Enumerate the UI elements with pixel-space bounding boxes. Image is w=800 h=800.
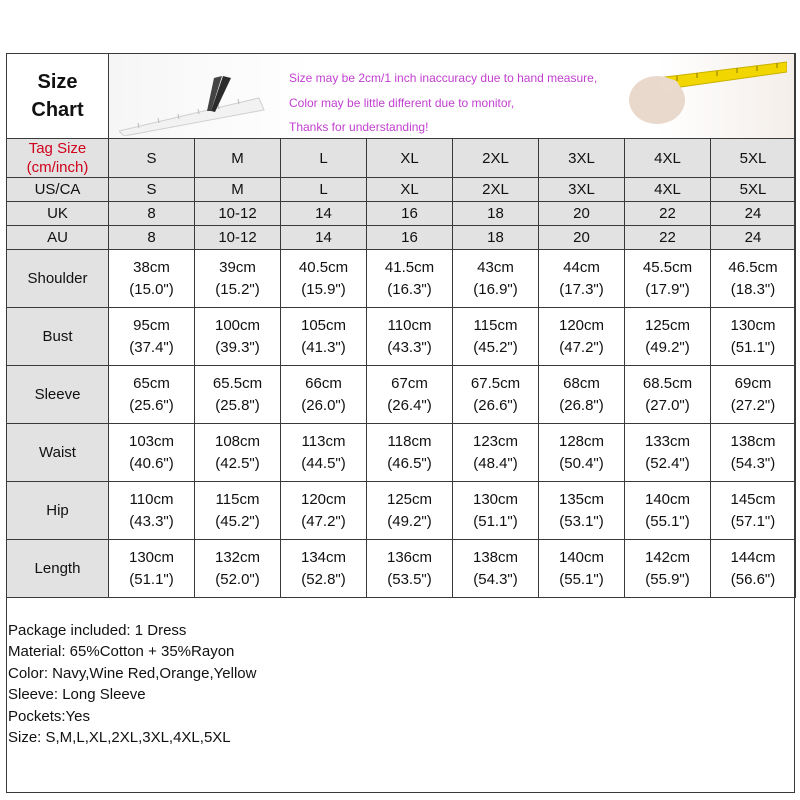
tag-size-cell: M xyxy=(195,139,281,178)
measure-inch: (56.6") xyxy=(730,570,776,588)
region-label: US/CA xyxy=(7,178,109,202)
tag-size-cell: 2XL xyxy=(453,139,539,178)
measure-inch: (16.9") xyxy=(473,280,518,298)
measure-cm: 120cm xyxy=(558,316,605,334)
measure-cm: 66cm xyxy=(305,374,342,392)
measure-inch: (47.2") xyxy=(559,338,604,356)
measure-inch: (43.3") xyxy=(129,512,174,530)
measure-inch: (49.2") xyxy=(645,338,690,356)
title-line-1: Size xyxy=(37,71,78,93)
measure-label: Hip xyxy=(7,482,109,540)
measure-cm: 120cm xyxy=(300,490,347,508)
info-material: Material: 65%Cotton + 35%Rayon xyxy=(8,643,235,661)
measure-inch: (25.6") xyxy=(129,396,174,414)
info-pockets: Pockets:Yes xyxy=(8,707,90,725)
note-thanks: Thanks for understanding! xyxy=(289,120,429,134)
info-package: Package included: 1 Dress xyxy=(8,622,187,639)
measure-cm: 130cm xyxy=(128,548,175,566)
measure-inch: (47.2") xyxy=(301,512,346,530)
region-size-cell: M xyxy=(195,178,281,202)
region-size-cell: 18 xyxy=(453,226,539,250)
measure-inch: (53.1") xyxy=(559,512,604,530)
measure-cm: 67.5cm xyxy=(470,374,521,392)
measure-inch: (27.0") xyxy=(645,396,690,414)
measure-inch: (41.3") xyxy=(301,338,346,356)
measure-inch: (57.1") xyxy=(730,512,776,530)
measure-inch: (48.4") xyxy=(473,454,518,472)
region-size-cell: 16 xyxy=(367,226,453,250)
measure-cm: 103cm xyxy=(128,432,175,450)
measure-inch: (26.4") xyxy=(387,396,432,414)
measure-inch: (52.4") xyxy=(645,454,690,472)
measure-cm: 100cm xyxy=(214,316,261,334)
measure-label: Length xyxy=(7,540,109,598)
measure-cm: 134cm xyxy=(300,548,347,566)
measure-inch: (39.3") xyxy=(215,338,260,356)
measure-inch: (17.3") xyxy=(559,280,604,298)
measure-inch: (55.1") xyxy=(645,512,690,530)
measure-inch: (55.9") xyxy=(645,570,690,588)
measure-cm: 108cm xyxy=(214,432,261,450)
region-size-cell: 22 xyxy=(625,226,711,250)
measure-cm: 41.5cm xyxy=(384,258,435,276)
region-size-cell: 8 xyxy=(109,226,195,250)
region-size-cell: 3XL xyxy=(539,178,625,202)
measure-cm: 65.5cm xyxy=(212,374,263,392)
measure-inch: (51.1") xyxy=(730,338,776,356)
measure-cm: 130cm xyxy=(472,490,519,508)
measure-inch: (54.3") xyxy=(730,454,776,472)
measure-inch: (15.0") xyxy=(129,280,174,298)
measure-cm: 142cm xyxy=(644,548,691,566)
region-size-cell: 18 xyxy=(453,202,539,226)
measure-cm: 128cm xyxy=(558,432,605,450)
region-size-cell: S xyxy=(109,178,195,202)
measure-inch: (54.3") xyxy=(473,570,518,588)
measure-inch: (52.0") xyxy=(215,570,260,588)
region-size-cell: 16 xyxy=(367,202,453,226)
region-size-cell: 20 xyxy=(539,226,625,250)
info-color: Color: Navy,Wine Red,Orange,Yellow xyxy=(8,664,257,682)
measure-inch: (26.8") xyxy=(559,396,604,414)
measure-cm: 40.5cm xyxy=(298,258,349,276)
measure-cm: 133cm xyxy=(644,432,691,450)
measure-label: Shoulder xyxy=(7,250,109,308)
info-sizes: Size: S,M,L,XL,2XL,3XL,4XL,5XL xyxy=(8,728,231,746)
measure-cm: 46.5cm xyxy=(728,258,778,276)
tag-size-cell: 3XL xyxy=(539,139,625,178)
region-size-cell: XL xyxy=(367,178,453,202)
measure-inch: (26.6") xyxy=(473,396,518,414)
measure-inch: (17.9") xyxy=(645,280,690,298)
measure-cm: 110cm xyxy=(129,490,174,508)
region-size-cell: 24 xyxy=(711,226,796,250)
measure-cm: 130cm xyxy=(730,316,776,334)
measure-inch: (52.8") xyxy=(301,570,346,588)
measure-cm: 45.5cm xyxy=(642,258,693,276)
title-line-2: Chart xyxy=(31,99,84,121)
region-size-cell: 20 xyxy=(539,202,625,226)
measure-inch: (16.3") xyxy=(387,280,432,298)
measure-cm: 39cm xyxy=(219,258,256,276)
tag-size-cell: 4XL xyxy=(625,139,711,178)
info-sleeve: Sleeve: Long Sleeve xyxy=(8,686,146,704)
region-size-cell: 22 xyxy=(625,202,711,226)
measure-cm: 145cm xyxy=(730,490,776,508)
region-size-cell: 14 xyxy=(281,202,367,226)
region-size-cell: 24 xyxy=(711,202,796,226)
region-size-cell: L xyxy=(281,178,367,202)
tag-size-label-line-1: Tag Size xyxy=(28,140,87,157)
measure-cm: 110cm xyxy=(387,316,432,334)
tag-size-label-line-2: (cm/inch) xyxy=(26,159,89,176)
measure-inch: (42.5") xyxy=(215,454,260,472)
measure-cm: 95cm xyxy=(133,316,170,334)
measure-inch: (27.2") xyxy=(730,396,776,414)
measure-inch: (25.8") xyxy=(215,396,260,414)
measure-cm: 105cm xyxy=(300,316,347,334)
measure-cm: 38cm xyxy=(133,258,170,276)
measure-inch: (45.2") xyxy=(215,512,260,530)
region-size-cell: 8 xyxy=(109,202,195,226)
measure-cm: 138cm xyxy=(730,432,776,450)
measure-cm: 115cm xyxy=(473,316,518,334)
measure-cm: 113cm xyxy=(301,432,346,450)
region-size-cell: 10-12 xyxy=(195,226,281,250)
region-size-cell: 14 xyxy=(281,226,367,250)
measure-cm: 136cm xyxy=(386,548,433,566)
measure-inch: (44.5") xyxy=(301,454,346,472)
region-label: AU xyxy=(7,226,109,250)
measure-inch: (43.3") xyxy=(387,338,432,356)
measure-cm: 123cm xyxy=(472,432,519,450)
measure-cm: 144cm xyxy=(730,548,776,566)
measure-inch: (40.6") xyxy=(129,454,174,472)
measure-cm: 43cm xyxy=(477,258,514,276)
measure-cm: 67cm xyxy=(391,374,428,392)
measure-label: Bust xyxy=(7,308,109,366)
outer-frame xyxy=(6,53,795,793)
measure-inch: (49.2") xyxy=(387,512,432,530)
measure-inch: (18.3") xyxy=(730,280,776,298)
measure-inch: (37.4") xyxy=(129,338,174,356)
measure-cm: 115cm xyxy=(215,490,260,508)
measure-inch: (46.5") xyxy=(387,454,432,472)
measure-inch: (15.9") xyxy=(301,280,346,298)
measure-cm: 125cm xyxy=(386,490,433,508)
region-size-cell: 4XL xyxy=(625,178,711,202)
measure-inch: (15.2") xyxy=(215,280,260,298)
measure-label: Sleeve xyxy=(7,366,109,424)
measure-cm: 65cm xyxy=(133,374,170,392)
tag-size-cell: 5XL xyxy=(711,139,796,178)
region-label: UK xyxy=(7,202,109,226)
note-accuracy: Size may be 2cm/1 inch inaccuracy due to hand measure, xyxy=(289,71,598,85)
measure-cm: 132cm xyxy=(214,548,261,566)
region-size-cell: 10-12 xyxy=(195,202,281,226)
measure-cm: 135cm xyxy=(558,490,605,508)
measure-cm: 69cm xyxy=(734,374,772,392)
measure-inch: (26.0") xyxy=(301,396,346,414)
measure-cm: 125cm xyxy=(644,316,691,334)
measure-inch: (51.1") xyxy=(129,570,174,588)
measure-inch: (50.4") xyxy=(559,454,604,472)
measure-cm: 118cm xyxy=(387,432,432,450)
region-size-cell: 2XL xyxy=(453,178,539,202)
tag-size-cell: S xyxy=(109,139,195,178)
measure-label: Waist xyxy=(7,424,109,482)
measure-cm: 68cm xyxy=(563,374,600,392)
measure-inch: (53.5") xyxy=(387,570,432,588)
tag-size-cell: XL xyxy=(367,139,453,178)
measure-inch: (55.1") xyxy=(559,570,604,588)
measure-cm: 44cm xyxy=(563,258,600,276)
measure-cm: 140cm xyxy=(644,490,691,508)
measure-inch: (45.2") xyxy=(473,338,518,356)
tag-size-cell: L xyxy=(281,139,367,178)
measure-cm: 138cm xyxy=(472,548,519,566)
measure-cm: 140cm xyxy=(558,548,605,566)
measure-inch: (51.1") xyxy=(473,512,518,530)
measure-cm: 68.5cm xyxy=(642,374,693,392)
region-size-cell: 5XL xyxy=(711,178,796,202)
note-color: Color may be little different due to monitor, xyxy=(289,96,515,110)
